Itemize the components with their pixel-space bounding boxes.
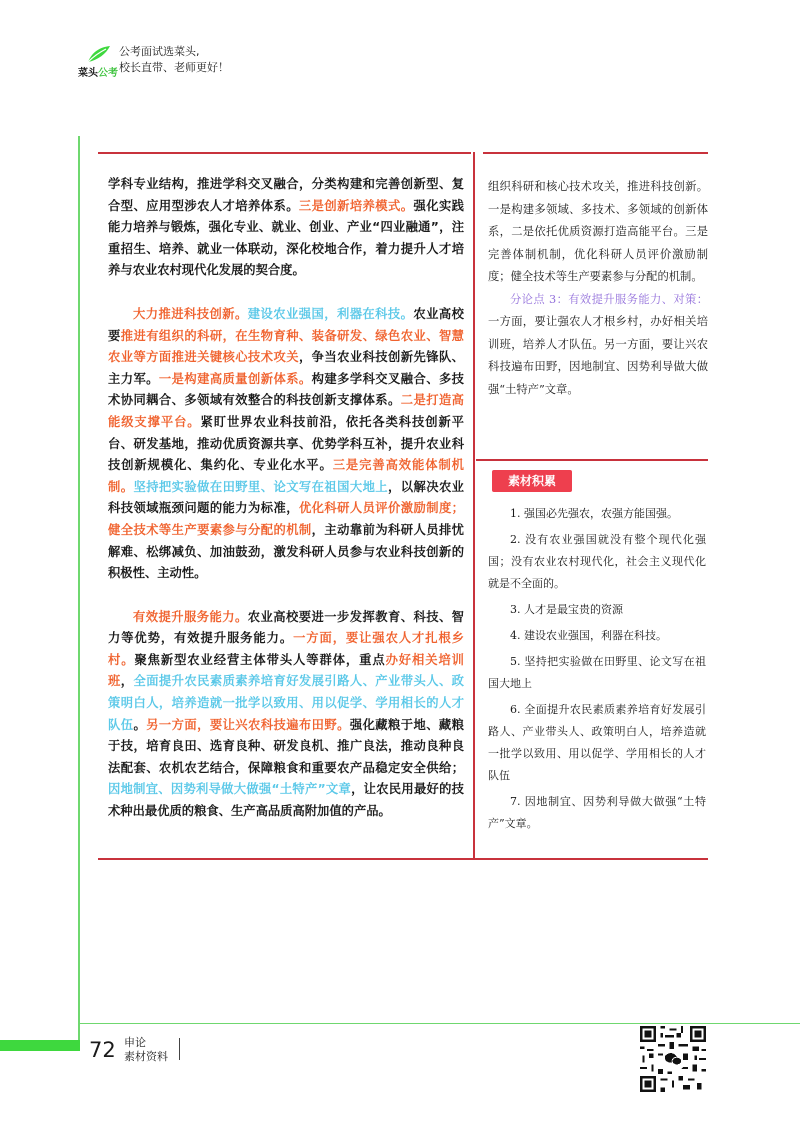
highlight-text: 全面提升农民素质素养培育好发展引路人、产业带头人、政策明白人，培养造就一批学以致用、用以促学、学用相长的人才队伍 [108,674,464,732]
material-item: 7. 因地制宜、因势利导做大做强“土特产”文章。 [488,795,706,830]
highlight-text: 建设农业强国，利器在科技。 [247,306,414,321]
highlight-text: 坚持把实验做在田野里、论文写在祖国大地上 [133,479,389,494]
body-text: 紧盯世界农业科技前沿，依托各类科技创新平台、研发基地，推动优质资源共享、优势学科互补，提升农业科技创新规模化、集约化、专业化水平。 [108,414,464,473]
right-column-top-rule [483,152,708,154]
outline-paragraph-1: 组织科研和核心技术攻关，推进科技创新。一是构建多领域、多技术、多领域的创新体系，二是依托优质资源打造高能平台。三是完善体制机制，优化科研人员评价激励制度；健全技术等生产要素参与分配的机制。 [488,180,708,283]
page-number: 72 [89,1038,116,1062]
article-paragraph-1 [108,174,464,282]
body-text: 农业高校要 [108,306,464,343]
highlight-text: 三是创新培养模式。 [298,198,414,213]
material-item: 6. 全面提升农民素质素养培育好发展引路人、产业带头人、政策明白人，培养造就一批学以致用、用以促学、学用相长的人才队伍 [488,703,706,782]
highlight-text: 另一方面，要让兴农科技遍布田野。 [146,717,350,732]
materials-list [488,503,706,839]
materials-badge: 素材积累 [492,470,572,492]
slogan-line-1: 公考面试选菜头, [119,45,200,58]
qr-code-icon [640,1026,706,1092]
body-text: 。 [133,717,147,732]
highlight-text: 三是完善高效能体制机制。 [108,458,464,494]
materials-top-rule [476,459,708,461]
highlight-text: 大力推进科技创新。 [133,306,248,321]
brand-logo [78,44,116,80]
article-body [108,174,464,823]
material-item: 4. 建设农业强国，利器在科技。 [510,629,667,642]
article-paragraph-2 [108,304,464,585]
footer-label-line-2: 素材资料 [124,1050,168,1063]
highlight-text: 一是构建高质量创新体系。 [158,371,312,386]
highlight-text: 推进有组织的科研，在生物育种、装备研发、绿色农业、智慧农业等方面推进关键核心技术攻关 [108,328,464,365]
body-text: 强化实践能力培养与锻炼，强化专业、就业、创业、产业“四业融通”，注重招生、培养、就业一体联动，深化校地合作，着力提升人才培养与农业农村现代化发展的契合度。 [108,198,464,278]
footer-section-label [124,1036,168,1064]
body-text: ，争当农业科技创新先锋队、主力军。 [108,350,464,386]
body-text: 构建多学科交叉融合、多技术协同耦合、多领域有效整合的科技创新支撑体系。 [108,371,464,408]
highlight-text: 办好相关培训班 [108,652,464,689]
body-text: 农业高校要进一步发挥教育、科技、智力等优势，有效提升服务能力。 [108,609,464,646]
body-text: 学科专业结构，推进学科交叉融合，分类构建和完善创新型、复合型、应用型涉农人才培养体系。 [108,177,464,213]
columns-bottom-rule [98,858,708,860]
page-margin-line [78,136,80,1042]
highlight-text: 一方面，要让强农人才扎根乡村。 [108,631,464,667]
highlight-text: 二是打造高能级支撑平台。 [108,393,464,429]
material-item: 3. 人才是最宝贵的资源 [510,603,623,616]
body-text: 聚焦新型农业经营主体带头人等群体，重点 [134,652,386,667]
article-paragraph-3 [108,607,464,823]
body-text: ， [120,674,134,689]
body-text: ，主动靠前为科研人员排忧解难、松绑减负、加油鼓劲，激发科研人员参与农业科技创新的积极性、主动性。 [108,522,464,581]
outline-notes [488,176,708,401]
material-item: 2. 没有农业强国就没有整个现代化强国；没有农业农村现代化，社会主义现代化就是不全面的。 [488,533,706,590]
highlight-text: 有效提升服务能力。 [133,609,248,624]
highlight-text: 优化科研人员评价激励制度；健全技术等生产要素参与分配的机制 [108,501,464,537]
sub-argument-label: 分论点 3：有效提升服务能力、对策： [510,292,708,306]
outline-paragraph-2 [488,289,708,402]
slogan-line-2: 校长直带、老师更好！ [119,61,229,74]
left-column-top-rule [98,152,471,154]
sub-argument-text: 一方面，要让强农人才根乡村，办好相关培训班，培养人才队伍。另一方面，要让兴农科技遍布田野，因地制宜、因势利导做大做强“土特产”文章。 [488,315,708,396]
body-text: ，让农民用最好的技术种出最优质的粮食、生产高品质高附加值的产品。 [108,782,464,819]
logo-text: 菜头公考 [78,68,118,79]
header-slogan [119,44,229,76]
column-separator [473,152,475,860]
material-item: 1. 强国必先强农，农强方能国强。 [510,507,678,520]
footer-accent-bar [0,1040,80,1051]
footer-label-line-1: 申论 [124,1036,146,1049]
footer-divider [179,1038,180,1060]
material-item: 5. 坚持把实验做在田野里、论文写在祖国大地上 [488,655,706,690]
footer-rule [78,1023,800,1024]
body-text: ，以解决农业科技领域瓶颈问题的能力为标准， [108,479,464,516]
leaf-icon [86,44,112,64]
highlight-text: 因地制宜、因势利导做大做强“土特产”文章 [108,782,352,797]
body-text: 强化藏粮于地、藏粮于技，培育良田、选育良种、研发良机、推广良法，推动良种良法配套、农机农艺结合，保障粮食和重要农产品稳定安全供给； [108,717,464,775]
